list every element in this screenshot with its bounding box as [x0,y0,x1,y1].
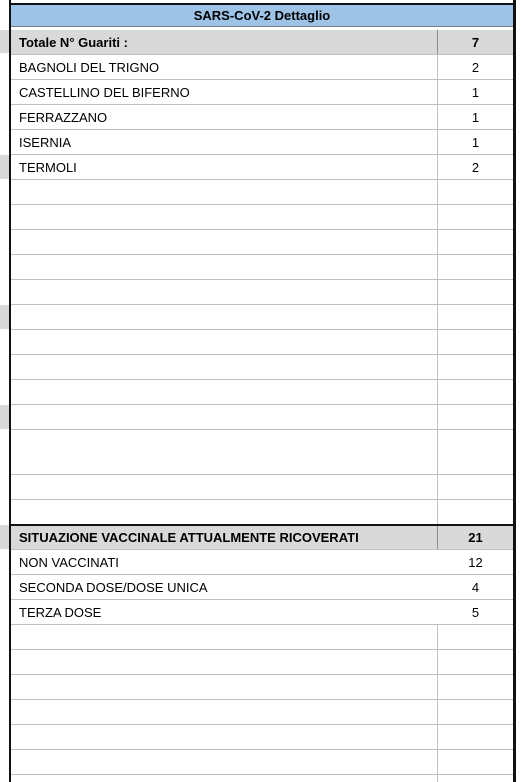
empty-row [11,280,513,305]
empty-row [11,180,513,205]
row-name: FERRAZZANO [19,110,108,125]
empty-row [11,205,513,230]
empty-row [11,500,513,525]
empty-row [11,725,513,750]
guariti-total-label: Totale N° Guariti : [19,35,128,50]
row-value: 1 [471,135,480,150]
row-name: TERZA DOSE [19,605,102,620]
left-edge-shade [0,155,9,179]
row-value: 5 [471,605,480,620]
guariti-total-row [11,30,513,55]
table-row [11,600,513,625]
left-edge-shade [0,305,9,329]
empty-row [11,675,513,700]
row-value: 4 [471,580,480,595]
empty-row [11,230,513,255]
guariti-total-value: 7 [471,35,480,50]
table-row [11,155,513,180]
row-name: ISERNIA [19,135,72,150]
table-row [11,550,513,575]
row-value: 2 [471,160,480,175]
empty-row [11,305,513,330]
empty-row [11,750,513,775]
empty-row [11,430,513,475]
row-value: 2 [471,60,480,75]
left-edge-column [0,0,11,782]
row-name: NON VACCINATI [19,555,119,570]
vaccinale-total-row [11,524,513,550]
row-value: 1 [471,110,480,125]
left-edge-shade [0,30,9,53]
table-row [11,575,513,600]
row-value: 12 [468,555,483,570]
row-value: 1 [471,85,480,100]
empty-row [11,775,513,782]
vaccinale-total-value: 21 [468,530,483,545]
table-row [11,105,513,130]
empty-row [11,355,513,380]
row-name: CASTELLINO DEL BIFERNO [19,85,190,100]
empty-row [11,380,513,405]
empty-row [11,330,513,355]
empty-row [11,475,513,500]
left-edge-shade [0,405,9,429]
empty-row [11,255,513,280]
empty-row [11,405,513,430]
empty-row [11,625,513,650]
left-edge-shade [0,525,9,549]
vaccinale-total-label: SITUAZIONE VACCINALE ATTUALMENTE RICOVERATI [19,530,359,545]
row-name: SECONDA DOSE/DOSE UNICA [19,580,208,595]
row-name: TERMOLI [19,160,77,175]
empty-row [11,700,513,725]
right-border [513,0,516,782]
table-row [11,80,513,105]
row-name: BAGNOLI DEL TRIGNO [19,60,160,75]
table-header: SARS-CoV-2 Dettaglio [11,3,513,27]
empty-row [11,650,513,675]
table-row [11,55,513,80]
table-row [11,130,513,155]
